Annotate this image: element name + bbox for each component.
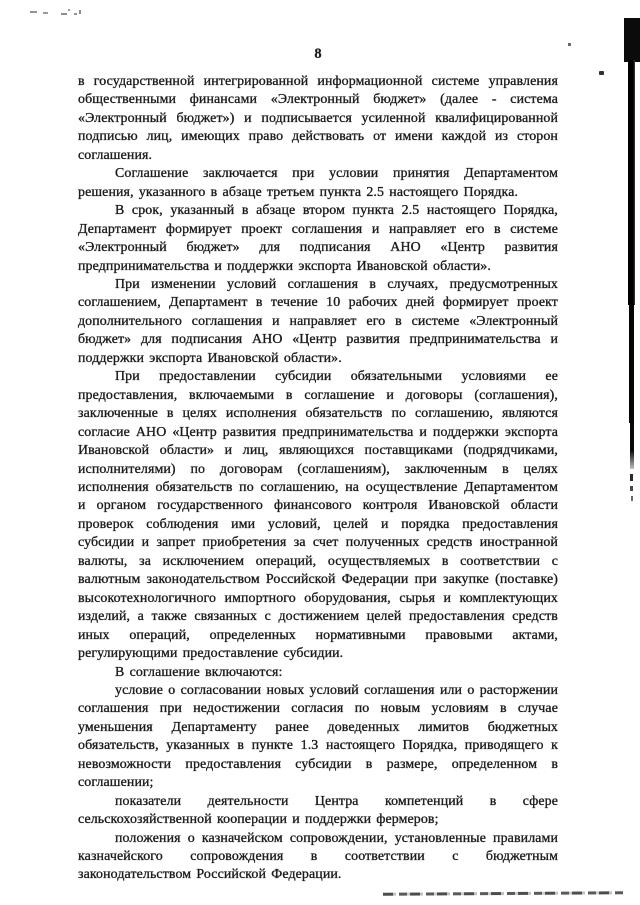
scan-speck (599, 71, 604, 75)
scan-noise-top-left (61, 13, 67, 15)
scan-noise-top-left (68, 9, 70, 11)
paragraph: положения о казначейском сопровождении, установленные правилами казначейского сопровождения в соответствии с бюджетным законодательством Российской Федерации. (78, 830, 558, 883)
paragraph: Соглашение заключается при условии принятия Департаментом решения, указанного в абзаце третьем пункта 2.5 настоящего Порядка. (78, 166, 558, 200)
scan-noise-top-left (74, 13, 77, 15)
document-body (78, 73, 558, 885)
scan-artifact-bottom-dashed-line (383, 891, 623, 895)
paragraph: В соглашение включаются: (115, 664, 283, 680)
scan-noise-top-left (79, 10, 81, 14)
scan-artifact-right-edge-line (630, 474, 633, 481)
scan-artifact-right-edge-line (631, 496, 633, 501)
scan-speck (568, 43, 571, 46)
paragraph: в государственной интегрированной информационной системе управления общественными финансами «Электронный бюджет» (далее - система «Электронный бюджет») и подписывается усиленной квалифицированной подписью лиц, имеющих право действовать от имени каждой из сторон соглашения. (78, 74, 558, 163)
scan-artifact-top-right-block (624, 18, 640, 62)
scan-noise-top-left (43, 12, 48, 14)
scan-artifact-right-edge-line (630, 486, 633, 491)
paragraph: При предоставлении субсидии обязательными условиями ее предоставления, включаемыми в соглашение и договоры (соглашения), заключенные в целях исполнения обязательств по соглашению, являются согласие АНО «Центр развития предпринимательства и поддержки экспорта Ивановской области» и лиц, являющихся поставщиками (подрядчиками, исполнителями) по договорам (соглашениям), заключенным в целях исполнения обязательств по соглашению, на осуществление Департаментом и органом государственного финансового контроля Ивановской области проверок соблюдения ими условий, целей и порядка предоставления субсидии и запрет приобретения за счет полученных средств иностранной валюты, за исключением операций, осуществляемых в соответствии с валютным законодательством Российской Федерации при закупке (поставке) высокотехнологичного импортного оборудования, сырья и комплектующих изделий, а также связанных с достижением целей предоставления средств иных операций, определенных нормативными правовыми актами, регулирующими предоставление субсидии. (78, 369, 558, 662)
paragraph: При изменении условий соглашения в случаях, предусмотренных соглашением, Департамент в течение 10 рабочих дней формирует проект дополнительного соглашения и направляет его в системе «Электронный бюджет» для подписания АНО «Центр развития предпринимательства и поддержки экспорта Ивановской области». (78, 276, 558, 366)
scan-noise-top-left (30, 11, 37, 13)
scan-artifact-right-edge-line (629, 305, 634, 423)
paragraph: В срок, указанный в абзаце втором пункта 2.5 настоящего Порядка, Департамент формирует проект соглашения и направляет его в системе «Электронный бюджет» для подписания АНО «Центр развития предпринимательства и поддержки экспорта Ивановской области». (78, 203, 558, 274)
paragraph: показатели деятельности Центра компетенций в сфере сельскохозяйственной кооперации и поддержки фермеров; (78, 793, 558, 828)
page-number: 8 (314, 46, 322, 62)
scan-artifact-right-edge-line (630, 423, 634, 469)
scan-artifact-right-edge-line (628, 60, 635, 305)
paragraph: условие о согласовании новых условий соглашения или о расторжении соглашения при недостижении согласия по новым условиям в случае уменьшения Департаменту ранее доведенных лимитов бюджетных обязательств, указанных в пункте 1.3 настоящего Порядка, приводящего к невозможности предоставления субсидии в размере, определенном в соглашении; (78, 682, 558, 791)
